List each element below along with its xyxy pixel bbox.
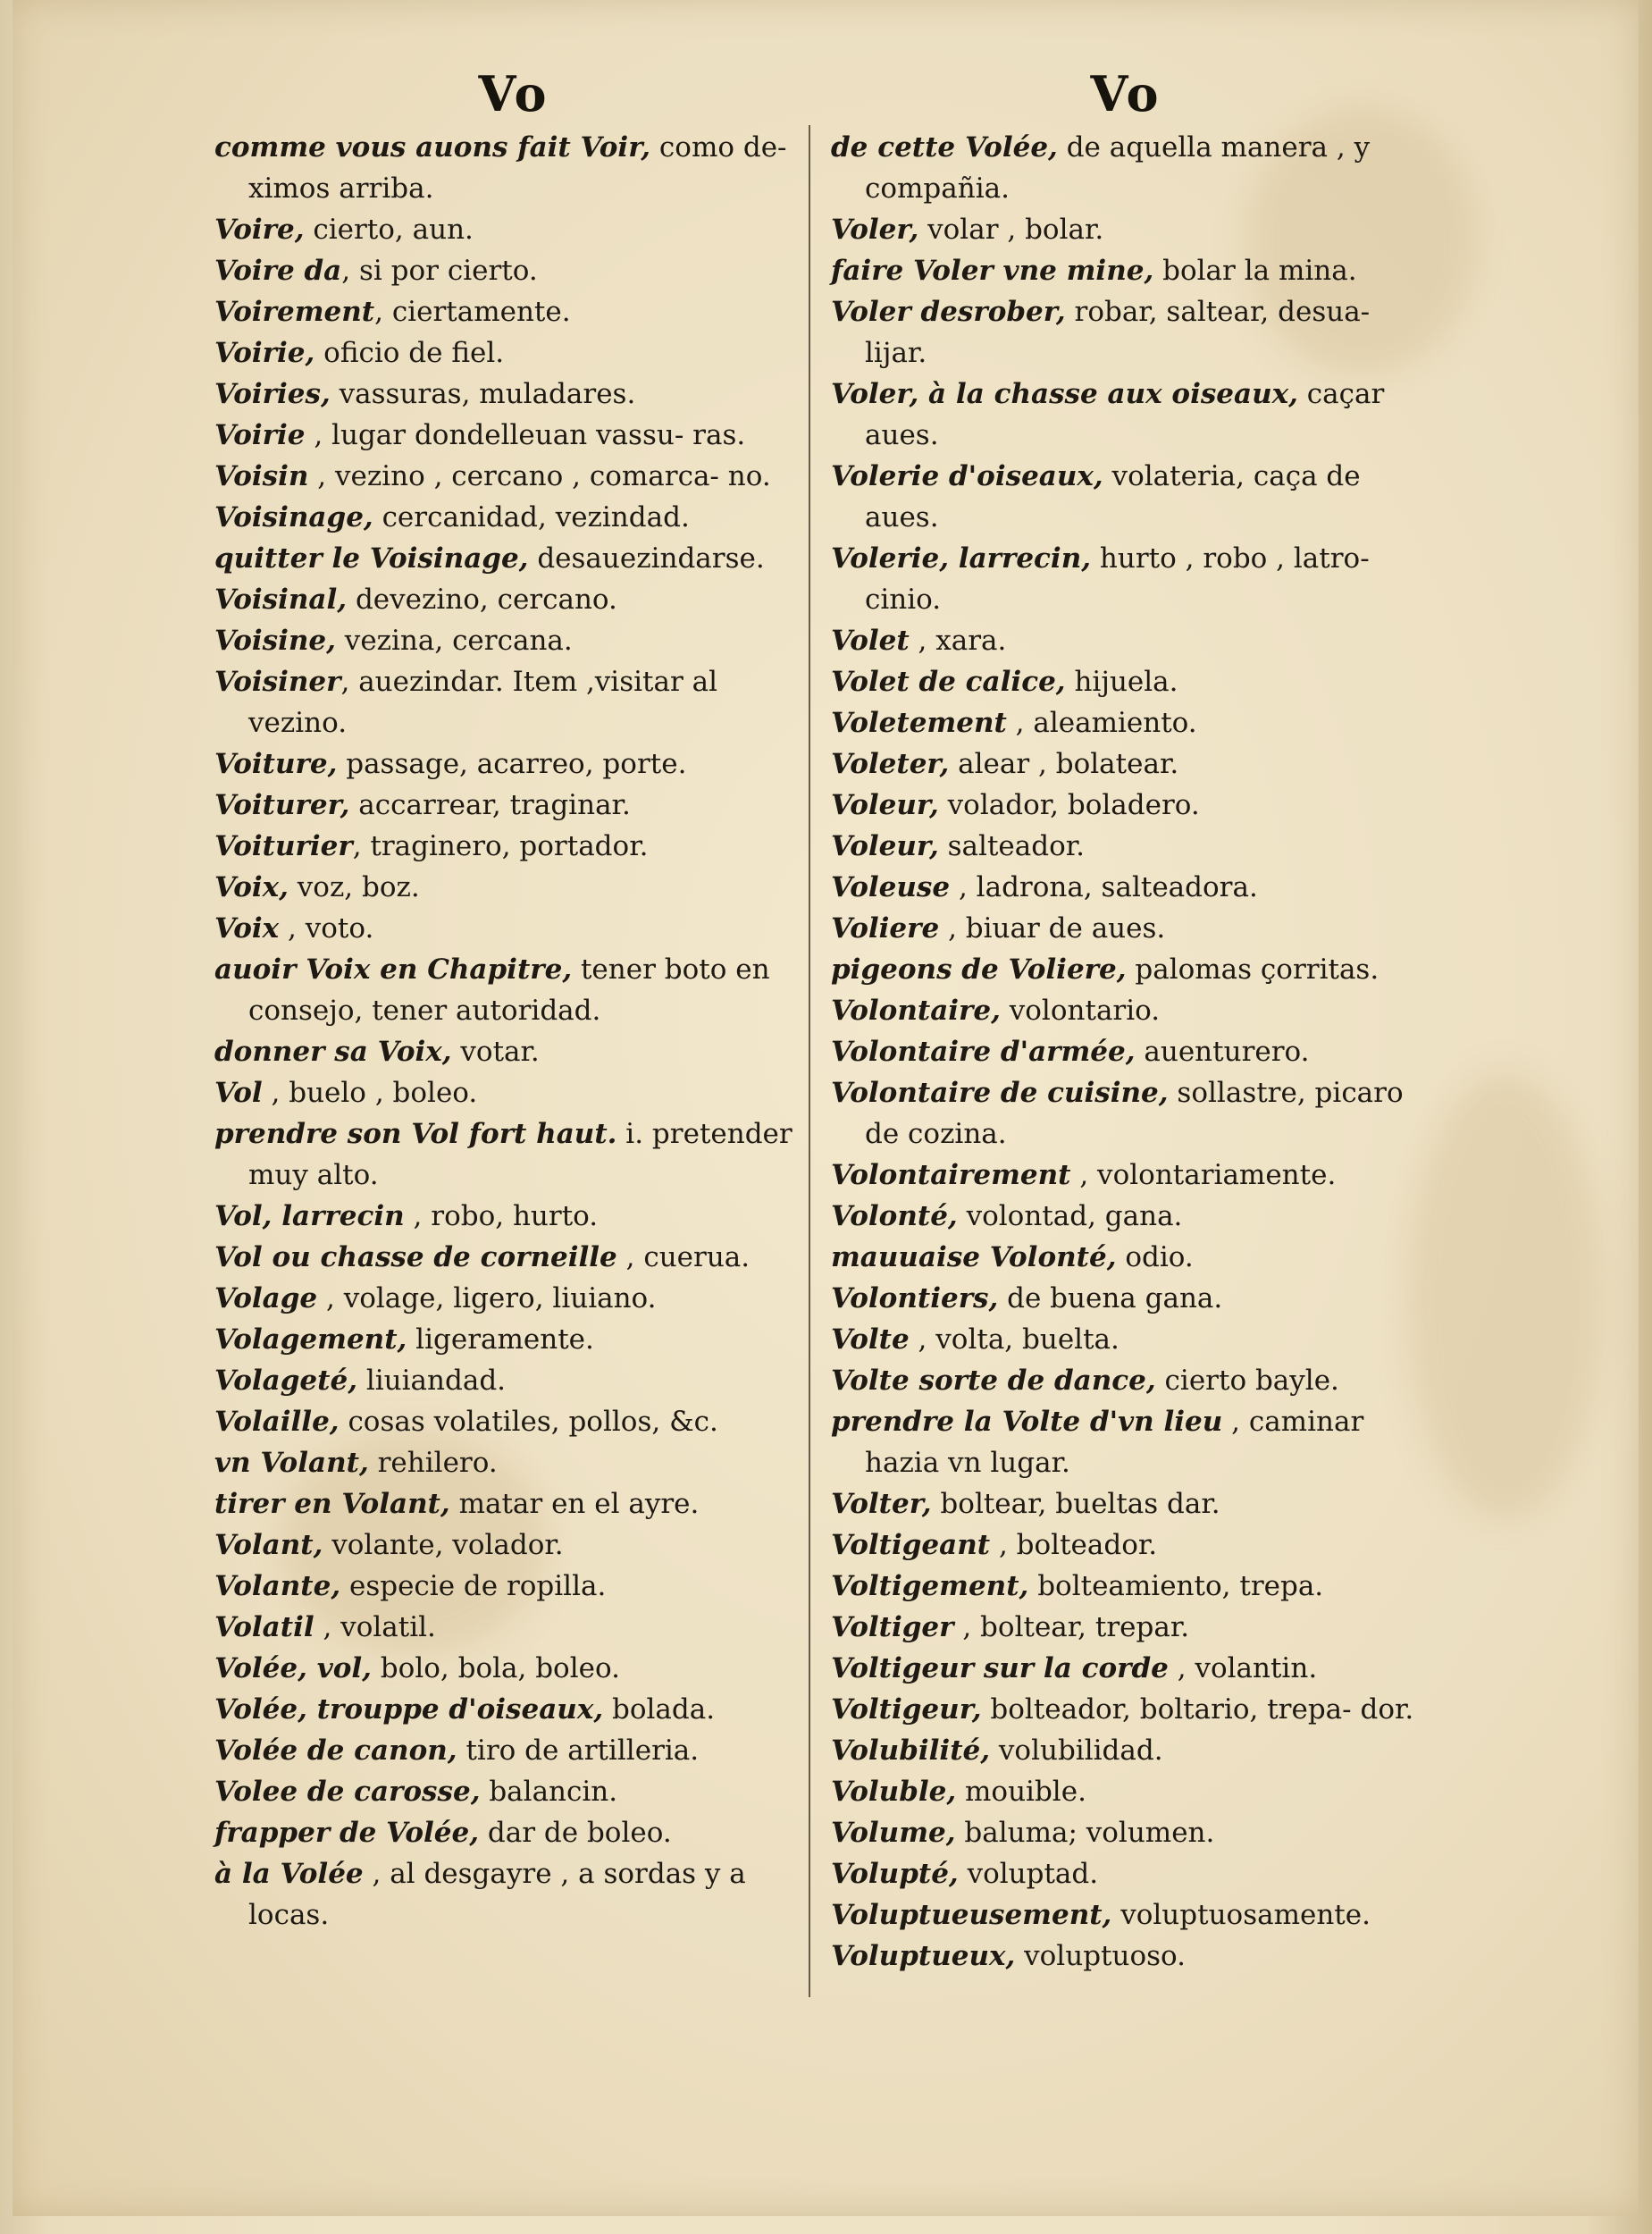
entry-definition: , volantin. [1168, 1652, 1318, 1684]
dictionary-entry [214, 1278, 813, 1319]
entry-headword: Voix, [214, 871, 289, 903]
dictionary-entry [214, 1566, 813, 1607]
entry-headword: Volee de carosse, [214, 1776, 481, 1808]
entry-definition: votar. [451, 1036, 540, 1068]
entry-definition: mouible. [956, 1776, 1086, 1808]
entry-definition: rehilero. [368, 1447, 498, 1479]
dictionary-entry [214, 1401, 813, 1442]
entry-definition: como de- ximos arriba. [248, 131, 787, 205]
entry-definition: , cuerua. [616, 1241, 751, 1273]
dictionary-entry [831, 1566, 1421, 1607]
entry-headword: Voiries, [214, 378, 331, 410]
running-head-left: Vo [478, 65, 549, 122]
entry-headword: quitter le Voisinage, [214, 542, 529, 575]
entry-headword: comme vous auons fait Voir, [214, 131, 651, 164]
entry-definition: vezina, cercana. [335, 625, 573, 657]
entry-definition: , caminar hazia vn lugar. [865, 1406, 1364, 1479]
dictionary-entry [214, 415, 813, 456]
entry-headword: Volontaire, [831, 995, 1001, 1027]
dictionary-entry [214, 1113, 813, 1196]
entry-headword: prendre son Vol fort haut. [214, 1118, 617, 1150]
entry-headword: Volatil [214, 1611, 314, 1643]
entry-definition: hijuela. [1065, 666, 1178, 698]
dictionary-entry [831, 127, 1421, 209]
entry-definition: cierto bayle. [1155, 1365, 1339, 1397]
dictionary-entry [214, 579, 813, 620]
dictionary-entry [831, 374, 1421, 456]
dictionary-entry [831, 1648, 1421, 1689]
entry-definition: de aquella manera , y compañia. [865, 131, 1371, 205]
dictionary-entry [214, 867, 813, 908]
entry-definition: alear , bolatear. [949, 748, 1179, 780]
entry-definition: baluma; volumen. [955, 1817, 1215, 1849]
entry-definition: , ciertamente. [374, 296, 571, 328]
entry-definition: voz, boz. [288, 871, 420, 903]
entry-headword: Volagement, [214, 1323, 407, 1356]
entry-definition: , xara. [909, 625, 1007, 657]
entry-definition: cierto, aun. [304, 214, 474, 246]
dictionary-entry [214, 1237, 813, 1278]
entry-headword: Voletement [831, 707, 1007, 739]
dictionary-entry [831, 661, 1421, 702]
entry-definition: sollastre, picaro de cozina. [865, 1077, 1404, 1150]
dictionary-entry [831, 1319, 1421, 1360]
dictionary-entry [214, 1853, 813, 1936]
dictionary-entry [214, 1031, 813, 1072]
paper-stain [1406, 1072, 1603, 1519]
dictionary-entry [214, 949, 813, 1031]
entry-headword: vn Volant, [214, 1447, 369, 1479]
entry-definition: volubilidad. [990, 1734, 1163, 1767]
dictionary-entry [831, 1360, 1421, 1401]
entry-definition: , lugar dondelleuan vassu- ras. [305, 419, 746, 451]
entry-definition: tiro de artilleria. [457, 1734, 700, 1767]
dictionary-entry [214, 250, 813, 291]
entry-definition: caçar aues. [865, 378, 1385, 451]
dictionary-entry [214, 826, 813, 867]
entry-headword: prendre la Volte d'vn lieu [831, 1406, 1223, 1438]
entry-definition: , volage, ligero, liuiano. [317, 1282, 657, 1314]
entry-headword: Voirie, [214, 337, 315, 369]
entry-definition: voluptuoso. [1015, 1940, 1187, 1972]
entry-definition: i. pretender muy alto. [248, 1118, 792, 1191]
entry-definition: ligeramente. [407, 1323, 594, 1356]
entry-headword: Voler desrober, [831, 296, 1066, 328]
entry-headword: Volte [831, 1323, 910, 1356]
dictionary-entry [214, 291, 813, 332]
dictionary-entry [214, 661, 813, 743]
entry-headword: Volageté, [214, 1365, 357, 1397]
entry-definition: passage, acarreo, porte. [337, 748, 687, 780]
entry-definition: , boltear, trepar. [953, 1611, 1190, 1643]
right-column [831, 63, 1421, 1977]
entry-definition: , buelo , boleo. [262, 1077, 478, 1109]
entry-headword: Voltigeur sur la corde [831, 1652, 1169, 1684]
entry-headword: Volage [214, 1282, 318, 1314]
entry-headword: à la Volée [214, 1858, 364, 1890]
entry-headword: Voluptueusement, [831, 1899, 1112, 1931]
dictionary-entry [214, 1319, 813, 1360]
entry-headword: Voleter, [831, 748, 950, 780]
dictionary-entry [831, 250, 1421, 291]
entry-headword: Volte sorte de dance, [831, 1365, 1156, 1397]
entry-definition: , aleamiento. [1006, 707, 1197, 739]
entry-headword: Volupté, [831, 1858, 959, 1890]
entry-definition: bolada. [603, 1693, 716, 1726]
entry-definition: bolteador, boltario, trepa- dor. [981, 1693, 1414, 1726]
entry-definition: , volatil. [314, 1611, 436, 1643]
entry-headword: Voliere [831, 912, 940, 945]
entry-headword: donner sa Voix, [214, 1036, 452, 1068]
entry-definition: volante, volador. [323, 1529, 564, 1561]
entry-definition: , volta, buelta. [909, 1323, 1120, 1356]
entry-definition: , ladrona, salteadora. [950, 871, 1258, 903]
left-entry-list [214, 127, 813, 1936]
entry-headword: Volée, trouppe d'oiseaux, [214, 1693, 604, 1726]
entry-headword: Volante, [214, 1570, 341, 1602]
entry-headword: Voisinage, [214, 501, 373, 533]
entry-definition: cercanidad, vezindad. [373, 501, 690, 533]
dictionary-entry [214, 1648, 813, 1689]
dictionary-entry [214, 127, 813, 209]
entry-definition: , auezindar. Item ,visitar al vezino. [248, 666, 718, 739]
entry-headword: Volerie, larrecin, [831, 542, 1092, 575]
dictionary-entry [214, 1771, 813, 1812]
entry-headword: Voisin [214, 460, 309, 492]
entry-definition: , bolteador. [990, 1529, 1158, 1561]
dictionary-entry [831, 1401, 1421, 1483]
entry-definition: de buena gana. [998, 1282, 1223, 1314]
entry-headword: faire Voler vne mine, [831, 255, 1154, 287]
dictionary-entry [214, 1196, 813, 1237]
entry-headword: pigeons de Voliere, [831, 953, 1127, 986]
entry-definition: vassuras, muladares. [330, 378, 636, 410]
dictionary-entry [831, 867, 1421, 908]
entry-definition: , biuar de aues. [939, 912, 1166, 945]
entry-headword: Vol ou chasse de corneille [214, 1241, 617, 1273]
entry-definition: , voto. [279, 912, 374, 945]
dictionary-entry [214, 1483, 813, 1524]
entry-headword: Volume, [831, 1817, 956, 1849]
entry-headword: Volonté, [831, 1200, 958, 1232]
left-column [214, 63, 813, 1936]
entry-definition: auenturero. [1135, 1036, 1310, 1068]
entry-headword: mauuaise Volonté, [831, 1241, 1117, 1273]
entry-headword: Voltigeur, [831, 1693, 982, 1726]
entry-definition: volateria, caça de aues. [865, 460, 1361, 533]
entry-headword: Volée de canon, [214, 1734, 457, 1767]
entry-definition: cosas volatiles, pollos, &c. [339, 1406, 718, 1438]
entry-definition: desauezindarse. [528, 542, 765, 575]
dictionary-entry [831, 1936, 1421, 1977]
dictionary-entry [214, 1730, 813, 1771]
entry-definition: volar , bolar. [918, 214, 1104, 246]
entry-headword: Voiture, [214, 748, 338, 780]
dictionary-entry [831, 620, 1421, 661]
entry-headword: Volée, vol, [214, 1652, 372, 1684]
dictionary-entry [831, 291, 1421, 374]
entry-definition: , traginero, portador. [352, 830, 649, 862]
dictionary-entry [831, 743, 1421, 785]
dictionary-entry [831, 785, 1421, 826]
entry-definition: oficio de fiel. [314, 337, 505, 369]
entry-headword: Voltiger [831, 1611, 954, 1643]
dictionary-entry [214, 209, 813, 250]
entry-headword: Volter, [831, 1488, 932, 1520]
entry-headword: Voisinal, [214, 584, 348, 616]
dictionary-entry [214, 374, 813, 415]
entry-definition: volontario. [1000, 995, 1161, 1027]
entry-headword: auoir Voix en Chapitre, [214, 953, 573, 986]
entry-headword: Voleuse [831, 871, 951, 903]
dictionary-entry [214, 785, 813, 826]
entry-headword: Volet [831, 625, 910, 657]
entry-headword: Voleur, [831, 789, 939, 821]
entry-headword: Vol, larrecin [214, 1200, 405, 1232]
dictionary-entry [831, 1853, 1421, 1894]
entry-headword: Volontairement [831, 1159, 1071, 1191]
dictionary-entry [831, 1278, 1421, 1319]
dictionary-entry [831, 1155, 1421, 1196]
dictionary-entry [214, 538, 813, 579]
entry-headword: Voirement [214, 296, 375, 328]
entry-headword: Volerie d'oiseaux, [831, 460, 1103, 492]
entry-headword: Voire da [214, 255, 342, 287]
entry-definition: , vezino , cercano , comarca- no. [308, 460, 771, 492]
entry-headword: Volet de calice, [831, 666, 1066, 698]
entry-headword: Volontaire de cuisine, [831, 1077, 1169, 1109]
dictionary-entry [214, 1524, 813, 1566]
dictionary-entry [831, 1483, 1421, 1524]
dictionary-entry [831, 209, 1421, 250]
entry-headword: Vol [214, 1077, 263, 1109]
entry-headword: Volaille, [214, 1406, 340, 1438]
dictionary-entry [831, 1607, 1421, 1648]
entry-definition: volador, boladero. [938, 789, 1200, 821]
dictionary-entry [214, 1442, 813, 1483]
running-head-right: Vo [1090, 65, 1161, 122]
entry-definition: bolteamiento, trepa. [1028, 1570, 1324, 1602]
entry-definition: dar de boleo. [479, 1817, 672, 1849]
dictionary-entry [214, 1812, 813, 1853]
entry-headword: Voluptueux, [831, 1940, 1016, 1972]
dictionary-entry [831, 949, 1421, 990]
entry-definition: bolo, bola, boleo. [371, 1652, 620, 1684]
entry-headword: Volontaire d'armée, [831, 1036, 1136, 1068]
dictionary-entry [831, 1031, 1421, 1072]
entry-definition: voluptad. [958, 1858, 1099, 1890]
entry-definition: liuiandad. [356, 1365, 507, 1397]
entry-definition: , robo, hurto. [404, 1200, 599, 1232]
dictionary-entry [831, 702, 1421, 743]
dictionary-entry [214, 908, 813, 949]
entry-headword: frapper de Volée, [214, 1817, 480, 1849]
entry-headword: Voler, [831, 214, 919, 246]
dictionary-entry [831, 1689, 1421, 1730]
dictionary-entry [214, 497, 813, 538]
entry-headword: Volontiers, [831, 1282, 999, 1314]
dictionary-entry [831, 1771, 1421, 1812]
entry-definition: accarrear, traginar. [349, 789, 631, 821]
entry-headword: Voler, à la chasse aux oiseaux, [831, 378, 1298, 410]
entry-headword: de cette Volée, [831, 131, 1058, 164]
entry-definition: odio. [1116, 1241, 1194, 1273]
dictionary-entry [214, 1607, 813, 1648]
entry-definition: boltear, bueltas dar. [931, 1488, 1220, 1520]
dictionary-entry [831, 1894, 1421, 1936]
dictionary-entry [831, 538, 1421, 620]
entry-headword: Voluble, [831, 1776, 957, 1808]
entry-definition: , al desgayre , a sordas y a locas. [248, 1858, 746, 1931]
dictionary-entry [831, 456, 1421, 538]
dictionary-entry [831, 990, 1421, 1031]
entry-definition: palomas çorritas. [1126, 953, 1379, 986]
entry-headword: Voisiner [214, 666, 341, 698]
entry-definition: especie de ropilla. [340, 1570, 607, 1602]
entry-headword: Voix [214, 912, 280, 945]
entry-headword: Voirie [214, 419, 306, 451]
entry-headword: Voiturer, [214, 789, 350, 821]
dictionary-entry [214, 456, 813, 497]
dictionary-entry [831, 908, 1421, 949]
entry-headword: Volubilité, [831, 1734, 991, 1767]
entry-definition: balancin. [480, 1776, 618, 1808]
entry-definition: volontad, gana. [957, 1200, 1183, 1232]
entry-definition: tener boto en consejo, tener autoridad. [248, 953, 770, 1027]
dictionary-entry [214, 332, 813, 374]
entry-definition: devezino, cercano. [347, 584, 617, 616]
dictionary-entry [831, 1237, 1421, 1278]
dictionary-entry [831, 1812, 1421, 1853]
entry-headword: Voleur, [831, 830, 939, 862]
entry-definition: , si por cierto. [341, 255, 538, 287]
entry-definition: voluptuosamente. [1111, 1899, 1371, 1931]
dictionary-entry [214, 1689, 813, 1730]
entry-definition: matar en el ayre. [449, 1488, 700, 1520]
dictionary-entry [831, 1524, 1421, 1566]
dictionary-entry [831, 1072, 1421, 1155]
right-entry-list [831, 127, 1421, 1977]
entry-headword: Voire, [214, 214, 305, 246]
dictionary-entry [214, 743, 813, 785]
dictionary-entry [831, 1730, 1421, 1771]
entry-headword: Volant, [214, 1529, 323, 1561]
dictionary-entry [214, 620, 813, 661]
entry-headword: tirer en Volant, [214, 1488, 450, 1520]
dictionary-entry [214, 1072, 813, 1113]
entry-definition: robar, saltear, desua- lijar. [865, 296, 1371, 369]
dictionary-entry [831, 1196, 1421, 1237]
entry-headword: Voltigement, [831, 1570, 1029, 1602]
entry-definition: , volontariamente. [1070, 1159, 1337, 1191]
entry-headword: Voisine, [214, 625, 336, 657]
entry-definition: salteador. [938, 830, 1086, 862]
entry-headword: Voltigeant [831, 1529, 991, 1561]
entry-definition: bolar la mina. [1153, 255, 1357, 287]
dictionary-entry [831, 826, 1421, 867]
entry-definition: hurto , robo , latro- cinio. [865, 542, 1370, 616]
dictionary-entry [214, 1360, 813, 1401]
entry-headword: Voiturier [214, 830, 353, 862]
